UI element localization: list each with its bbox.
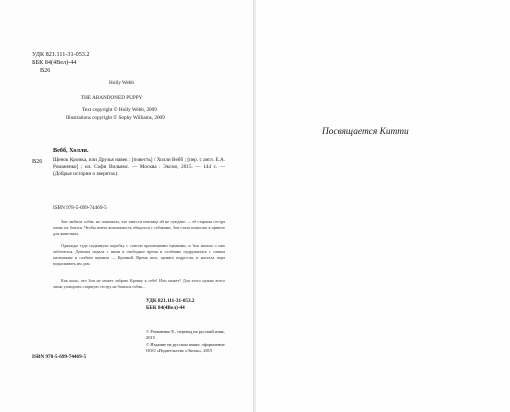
- annotation-paragraph-3: Как жаль, что Зои не может забрать Кровку к себе! Или может? Для этого нужно всего лишь уговорить старшую сестру не бояться собак...: [53, 278, 225, 289]
- bbk-code-bottom: ББК 84(4Вел)-44: [146, 305, 185, 311]
- bbk-code: ББК 84(4Вел)-44: [32, 59, 77, 66]
- left-page: [0, 0, 254, 412]
- catalog-heading: Вебб, Холли.: [53, 147, 89, 154]
- illustrations-copyright: Illustrations copyright © Sophy Williams, 2009: [66, 115, 165, 121]
- annotation-paragraph-1: Зои любила собак, но понимала, что завести питомца ей не суждено — её старшая сестра очень их боится. Чтобы иметь возможность общаться с собаками, Зои стала помогать в приюте для животных.: [53, 219, 225, 236]
- annotation-paragraph-2: Однажды туда подкинули коробку с совсем крошечными щенками, и Зои начала о них заботиться. Девочка играла с ними в свободное время и особенно подружилась с самым маленьким и слабым щенком — Кровкой. Время шло, щенята подросли, и настала пора подыскивать им дом.: [53, 243, 225, 266]
- udk-code: УДК 821.111-31-053.2: [32, 51, 90, 58]
- translation-copyright: © Романенко Е., перевод на русский язык, 2015: [146, 329, 225, 341]
- right-page: [256, 0, 510, 412]
- edition-copyright: © Издание на русском языке, оформление. ООО «Издательство «Эксмо», 2015: [146, 342, 226, 354]
- catalog-code: В26: [32, 158, 43, 165]
- author-sign-code: В26: [40, 67, 51, 74]
- catalog-description: Щенок Кроика, или Друзья навек : [повесть] / Холли Вебб ; [пер. с англ. Е.А. Романенко] ; ил. Софи Вильямс. — Москва : Эксмо, 2015. — 144 с. — (Добрые истории о зверятах).: [53, 157, 225, 178]
- udk-code-bottom: УДК 821.111-31-053.2: [146, 298, 195, 304]
- isbn-bottom: ISBN 978-5-699-74469-5: [32, 354, 87, 360]
- isbn-line: ISBN 978-5-699-74469-5: [53, 205, 107, 211]
- original-title: THE ABANDONED PUPPY: [81, 95, 143, 101]
- original-author: Holly Webb: [109, 80, 134, 86]
- dedication: Посвящается Китти: [322, 127, 409, 137]
- text-copyright: Text copyright © Holly Webb, 2009: [82, 107, 157, 113]
